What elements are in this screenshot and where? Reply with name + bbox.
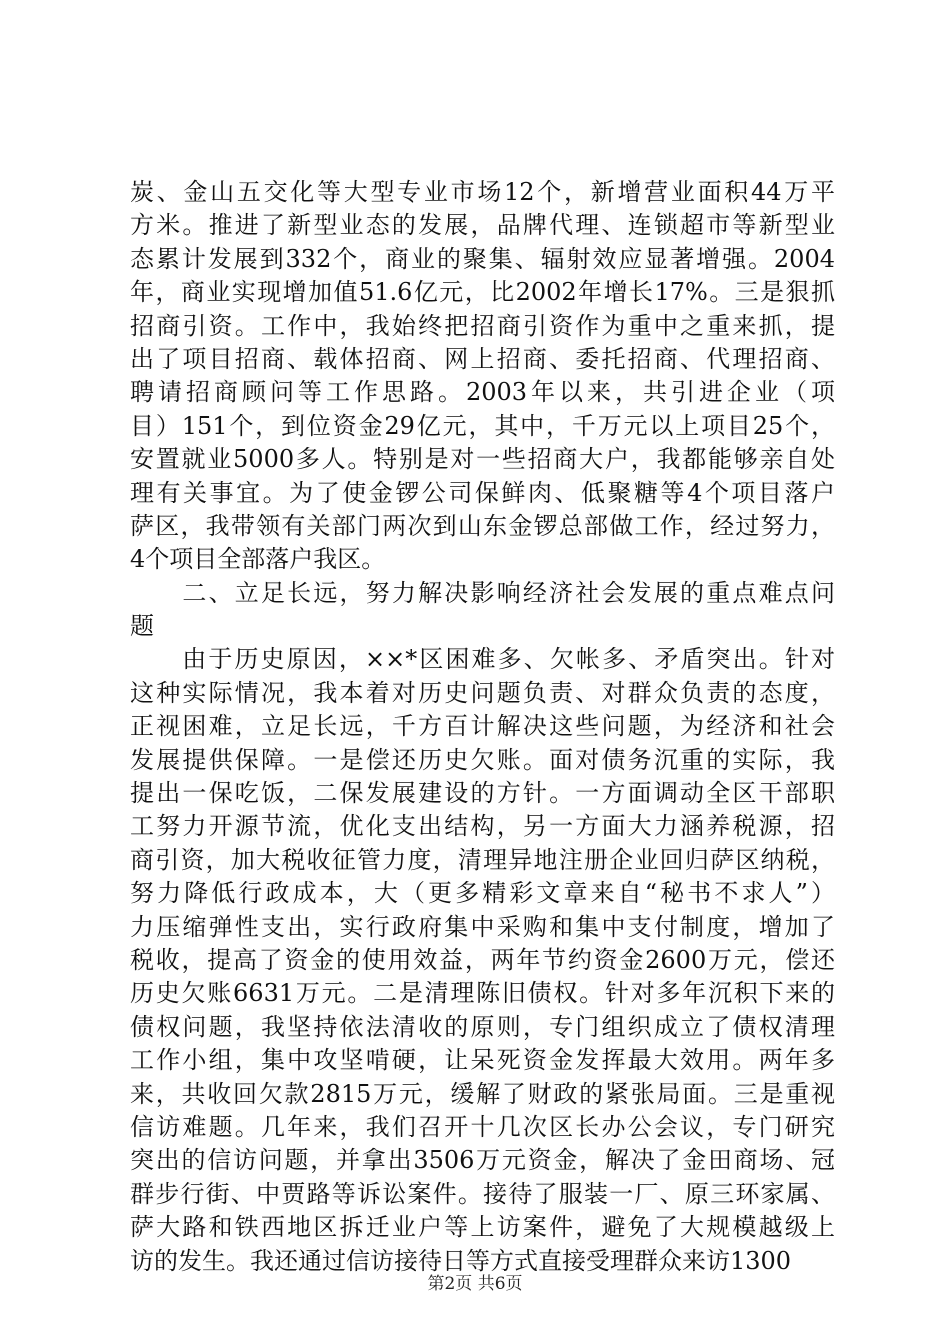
text-line: 理有关事宜。为了使金锣公司保鲜肉、低聚糖等4个项目落户 (130, 478, 835, 507)
text-line: 工努力开源节流，优化支出结构，另一方面大力涵养税源，招 (130, 812, 835, 841)
text-line: 税收，提高了资金的使用效益，两年节约资金2600万元，偿还 (130, 945, 835, 974)
text-line: 出了项目招商、载体招商、网上招商、委托招商、代理招商、 (130, 344, 835, 373)
document-body (130, 176, 835, 1278)
text-line: 工作小组，集中攻坚啃硬，让呆死资金发挥最大效用。两年多 (130, 1046, 835, 1075)
text-line: 访的发生。我还通过信访接待日等方式直接受理群众来访1300 (130, 1246, 792, 1275)
text-line: 努力降低行政成本，大（更多精彩文章来自“秘书不求人”） (130, 879, 835, 908)
page-footer: 第2页 共6页 (427, 1274, 523, 1294)
text-line: 二、立足长远，努力解决影响经济社会发展的重点难点问 (130, 578, 835, 607)
text-line: 商引资，加大税收征管力度，清理异地注册企业回归萨区纳税， (130, 845, 835, 874)
text-line: 由于历史原因，××*区困难多、欠帐多、矛盾突出。针对 (130, 645, 835, 674)
text-line: 突出的信访问题，并拿出3506万元资金，解决了金田商场、冠 (130, 1146, 835, 1175)
text-line: 聘请招商顾问等工作思路。2003年以来，共引进企业（项 (130, 378, 835, 407)
text-line: 力压缩弹性支出，实行政府集中采购和集中支付制度，增加了 (130, 912, 835, 941)
text-line: 这种实际情况，我本着对历史问题负责、对群众负责的态度， (130, 678, 835, 707)
text-line: 招商引资。工作中，我始终把招商引资作为重中之重来抓，提 (130, 311, 835, 340)
text-line: 目）151个，到位资金29亿元，其中，千万元以上项目25个， (130, 411, 835, 440)
text-line: 安置就业5000多人。特别是对一些招商大户，我都能够亲自处 (130, 445, 835, 474)
text-line: 题 (130, 612, 154, 641)
text-line: 群步行街、中贾路等诉讼案件。接待了服装一厂、原三环家属、 (130, 1179, 835, 1208)
text-line: 4个项目全部落户我区。 (130, 545, 386, 574)
text-line: 炭、金山五交化等大型专业市场12个，新增营业面积44万平 (130, 178, 835, 206)
text-line: 提出一保吃饭，二保发展建设的方针。一方面调动全区干部职 (130, 779, 835, 808)
text-line: 年，商业实现增加值51.6亿元，比2002年增长17%。三是狠抓 (130, 278, 835, 307)
text-line: 萨区，我带领有关部门两次到山东金锣总部做工作，经过努力， (130, 511, 835, 540)
text-line: 正视困难，立足长远，千方百计解决这些问题，为经济和社会 (130, 712, 835, 741)
text-line: 发展提供保障。一是偿还历史欠账。面对债务沉重的实际，我 (130, 745, 835, 774)
text-line: 历史欠账6631万元。二是清理陈旧债权。针对多年沉积下来的 (130, 979, 835, 1008)
text-line: 萨大路和铁西地区拆迁业户等上访案件，避免了大规模越级上 (130, 1213, 835, 1242)
text-line: 来，共收回欠款2815万元，缓解了财政的紧张局面。三是重视 (130, 1079, 835, 1108)
text-line: 方米。推进了新型业态的发展，品牌代理、连锁超市等新型业 (130, 211, 835, 240)
text-line: 债权问题，我坚持依法清收的原则，专门组织成立了债权清理 (130, 1012, 835, 1041)
text-line: 态累计发展到332个，商业的聚集、辐射效应显著增强。2004 (130, 244, 835, 273)
text-line: 信访难题。几年来，我们召开十几次区长办公会议，专门研究 (130, 1112, 835, 1141)
